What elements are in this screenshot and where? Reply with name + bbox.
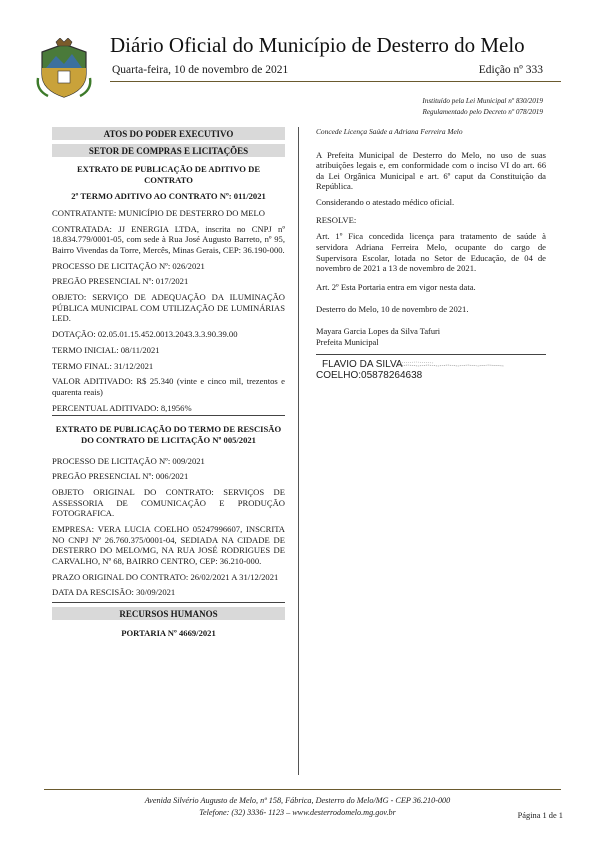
edition-number: Edição nº 333 bbox=[478, 64, 543, 76]
page-title: Diário Oficial do Município de Desterro do Melo bbox=[110, 33, 525, 57]
final-term: TERMO FINAL: 31/12/2021 bbox=[52, 360, 154, 371]
amended-value: VALOR ADITIVADO: R$ 25.340 (vinte e cinco mil, trezentos e quarenta reais) bbox=[52, 376, 285, 397]
amendment-term-heading: 2º TERMO ADITIVO AO CONTRATO Nº: 011/2021 bbox=[71, 191, 266, 202]
contract-object: OBJETO: SERVIÇO DE ADEQUAÇÃO DA ILUMINAÇÃO PÚBLICA MUNICIPAL COM UTILIZAÇÃO DE LUMINÁRIAS LED. bbox=[52, 292, 285, 324]
page-number: Página 1 de 1 bbox=[517, 811, 563, 820]
ordinance-resolve: RESOLVE: bbox=[316, 214, 357, 225]
section-banner-purchasing: SETOR DE COMPRAS E LICITAÇÕES bbox=[52, 144, 285, 157]
termination-bidding-process: PROCESSO DE LICITAÇÃO Nº: 009/2021 bbox=[52, 455, 205, 466]
ordinance-article-2: Art. 2º Esta Portaria entra em vigor nesta data. bbox=[316, 281, 476, 292]
digital-signature bbox=[316, 359, 546, 382]
footer-divider bbox=[44, 789, 561, 790]
footer-address: Avenida Silvério Augusto de Melo, nº 158, Fábrica, Desterro do Melo/MG - CEP 36.210-000 bbox=[144, 796, 451, 805]
section-banner-human-resources: RECURSOS HUMANOS bbox=[52, 607, 285, 620]
signatory-name: Mayara Garcia Lopes da Silva Tafuri bbox=[316, 326, 441, 336]
amended-percentage: PERCENTUAL ADITIVADO: 8,1956% bbox=[52, 402, 192, 413]
footer-contact: Telefone: (32) 3336- 1123 – www.desterrodomelo.mg.gov.br bbox=[199, 808, 396, 817]
ordinance-article-1: Art. 1º Fica concedida licença para tratamento de saúde à servidora Adriana Ferreira Melo, ocupante do cargo de Supervisora Escolar, lotada no Setor de Educação, de 04 de novembro de 2021 a 13 de novembro de 2021. bbox=[316, 231, 546, 274]
ordinance-preamble: A Prefeita Municipal de Desterro do Melo, no uso de suas atribuições legais e, em conformidade com o inciso VI do art. 66 da Lei Orgânica Municipal e art. 6º caput da Constituição da República. bbox=[316, 149, 546, 192]
publication-date: Quarta-feira, 10 de novembro de 2021 bbox=[112, 64, 289, 76]
ordinance-heading: PORTARIA Nº 4669/2021 bbox=[121, 628, 216, 639]
contracted-company: EMPRESA: VERA LUCIA COELHO 05247996607, INSCRITA NO CNPJ Nº 26.760.375/0001-04, SEDIADA NA CIDADE DE DESTERRO DO MELO/MG, NA RUA JOSÉ RODRIGUES DE CARVALHO, Nº 68, BAIRRO CENTRO, CEP: 36.210-000. bbox=[52, 524, 285, 566]
section-banner-executive: ATOS DO PODER EXECUTIVO bbox=[52, 127, 285, 140]
digital-signer-name: FLAVIO DA SILVA bbox=[322, 358, 403, 370]
contracting-party: CONTRATANTE: MUNICÍPIO DE DESTERRO DO MELO bbox=[52, 207, 265, 218]
bidding-process-number: PROCESSO DE LICITAÇÃO Nº: 026/2021 bbox=[52, 260, 205, 271]
ordinance-considering: Considerando o atestado médico oficial. bbox=[316, 197, 455, 208]
budget-allocation: DOTAÇÃO: 02.05.01.15.452.0013.2043.3.3.90.39.00 bbox=[52, 329, 238, 340]
amendment-extract-heading: EXTRATO DE PUBLICAÇÃO DE ADITIVO DE CONTRATO bbox=[76, 164, 261, 185]
left-column bbox=[52, 127, 285, 645]
initial-term: TERMO INICIAL: 08/11/2021 bbox=[52, 344, 160, 355]
ordinance-place-date: Desterro do Melo, 10 de novembro de 2021. bbox=[316, 304, 469, 315]
executive-banner-group bbox=[52, 127, 285, 157]
digital-signer-id: COELHO:05878264638 bbox=[316, 370, 423, 382]
section-divider bbox=[52, 415, 285, 416]
auction-number: PREGÃO PRESENCIAL Nº: 017/2021 bbox=[52, 276, 189, 287]
ordinance-summary: Concede Licença Saúde a Adriana Ferreira Melo bbox=[316, 127, 463, 136]
termination-extract-heading: EXTRATO DE PUBLICAÇÃO DO TERMO DE RESCISÃO DO CONTRATO DE LICITAÇÃO Nº 005/2021 bbox=[55, 424, 282, 445]
column-divider bbox=[298, 127, 299, 775]
signature-divider bbox=[316, 354, 546, 355]
termination-date: DATA DA RESCISÃO: 30/09/2021 bbox=[52, 587, 176, 598]
original-contract-term: PRAZO ORIGINAL DO CONTRATO: 26/02/2021 A 31/12/2021 bbox=[52, 571, 279, 582]
legal-basis-law: Instituído pela Lei Municipal nº 830/2019 bbox=[422, 97, 543, 105]
termination-auction-number: PREGÃO PRESENCIAL Nº: 006/2021 bbox=[52, 471, 189, 482]
legal-basis bbox=[422, 96, 543, 118]
contracted-party: CONTRATADA: JJ ENERGIA LTDA, inscrita no CNPJ nº 18.834.779/0001-05, com sede à Rua José Augusto Barreto, nº 95, Bairro Vivendas da Torre, Mercês, Minas Gerais, CEP: 36.190-000. bbox=[52, 223, 285, 255]
municipal-coat-of-arms-icon bbox=[34, 38, 94, 100]
right-column bbox=[316, 127, 546, 382]
header-divider bbox=[110, 81, 561, 82]
digital-signature-stamp-icon bbox=[396, 359, 506, 369]
legal-basis-decree: Regulamentado pelo Decreto nº 078/2019 bbox=[422, 108, 543, 116]
original-contract-object: OBJETO ORIGINAL DO CONTRATO: SERVIÇOS DE ASSESSORIA DE COMUNICAÇÃO E PRODUÇÃO FOTOGRAFICA. bbox=[52, 487, 285, 519]
signatory-title: Prefeita Municipal bbox=[316, 337, 379, 347]
section-divider bbox=[52, 602, 285, 603]
